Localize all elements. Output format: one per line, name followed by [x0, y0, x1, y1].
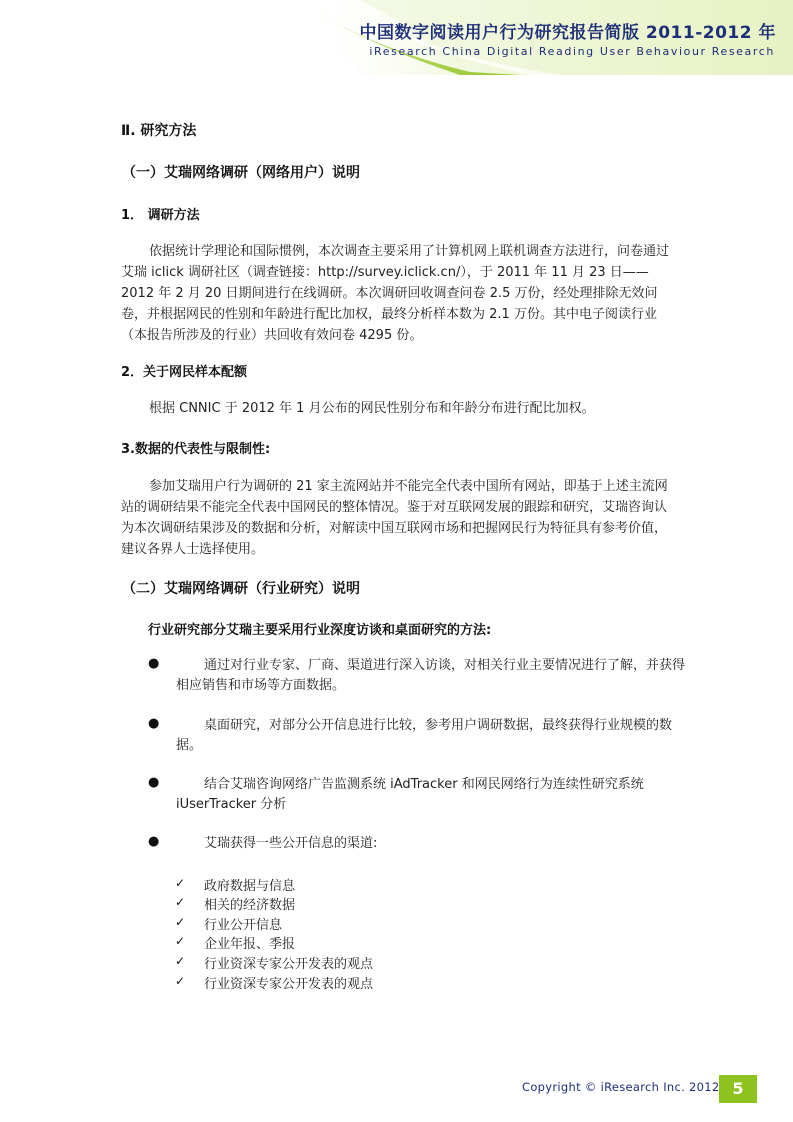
check-list-item: 相关的经济数据	[204, 898, 296, 913]
bullet-item: 结合艾瑞咨询网络广告监测系统 iAdTracker 和网民网络行为连续性研究系统 iUserTracker 分析	[176, 777, 644, 812]
item-heading-2: 2．关于网民样本配额	[121, 365, 248, 380]
page-number: 5	[719, 1075, 757, 1103]
paragraph-survey-method: 依据统计学理论和国际惯例，本次调查主要采用了计算机网上联机调查方法进行，问卷通过艾瑞 iclick 调研社区（调查链接：http://survey.iclick.cn/），于 2011 年 11 月 23 日——2012 年 2 月 20 日期间进行在线调研。本次调研回收调查问卷 2.5 万份，经处理排除无效问卷，并根据网民的性别和年龄进行配比加权，最终分析样本数为 2.1 万份。其中电子阅读行业（本报告所涉及的行业）共回收有效问卷 4295 份。	[121, 244, 670, 343]
check-list-item: 行业资深专家公开发表的观点	[204, 977, 374, 992]
checkmark-icon: ✓	[175, 895, 186, 909]
bullet-item: 桌面研究，对部分公开信息进行比较，参考用户调研数据，最终获得行业规模的数据。	[176, 718, 673, 753]
section-heading-1: （一）艾瑞网络调研（网络用户）说明	[122, 165, 360, 181]
bullet-dot: ●	[148, 834, 160, 849]
check-list-item: 行业资深专家公开发表的观点	[204, 957, 374, 972]
method-intro: 行业研究部分艾瑞主要采用行业深度访谈和桌面研究的方法:	[148, 623, 492, 638]
section-heading-2: （二）艾瑞网络调研（行业研究）说明	[122, 581, 360, 597]
check-list-item: 企业年报、季报	[204, 937, 296, 952]
item-heading-1: 1． 调研方法	[121, 208, 200, 223]
bullet-item: 通过对行业专家、厂商、渠道进行深入访谈，对相关行业主要情况进行了解，并获得相应销售和市场等方面数据。	[176, 658, 686, 693]
bullet-dot: ●	[148, 656, 160, 671]
checkmark-icon: ✓	[175, 954, 186, 968]
bullet-dot: ●	[148, 775, 160, 790]
checkmark-icon: ✓	[175, 934, 186, 948]
bullet-item: 艾瑞获得一些公开信息的渠道:	[204, 836, 378, 851]
bullet-dot: ●	[148, 716, 160, 731]
check-list-item: 行业公开信息	[204, 918, 283, 933]
footer-copyright: Copyright © iResearch Inc. 2012	[522, 1080, 720, 1094]
header-subtitle: iResearch China Digital Reading User Behaviour Research	[369, 45, 775, 58]
paragraph-representativeness: 参加艾瑞用户行为调研的 21 家主流网站并不能完全代表中国所有网站，即基于上述主流网站的调研结果不能完全代表中国网民的整体情况。鉴于对互联网发展的跟踪和研究，艾瑞咨询认为本次调研结果涉及的数据和分析，对解读中国互联网市场和把握网民行为特征具有参考价值，建议各界人士选择使用。	[121, 479, 668, 557]
header-title: 中国数字阅读用户行为研究报告简版 2011-2012 年	[359, 23, 776, 43]
check-list-item: 政府数据与信息	[204, 879, 296, 894]
main-heading: Ⅱ. 研究方法	[121, 123, 197, 139]
checkmark-icon: ✓	[175, 876, 186, 890]
checkmark-icon: ✓	[175, 974, 186, 988]
page-header	[0, 0, 793, 75]
item-heading-3: 3.数据的代表性与限制性:	[121, 442, 271, 457]
paragraph-sample-quota: 根据 CNNIC 于 2012 年 1 月公布的网民性别分布和年龄分布进行配比加权。	[149, 401, 595, 416]
checkmark-icon: ✓	[175, 915, 186, 929]
